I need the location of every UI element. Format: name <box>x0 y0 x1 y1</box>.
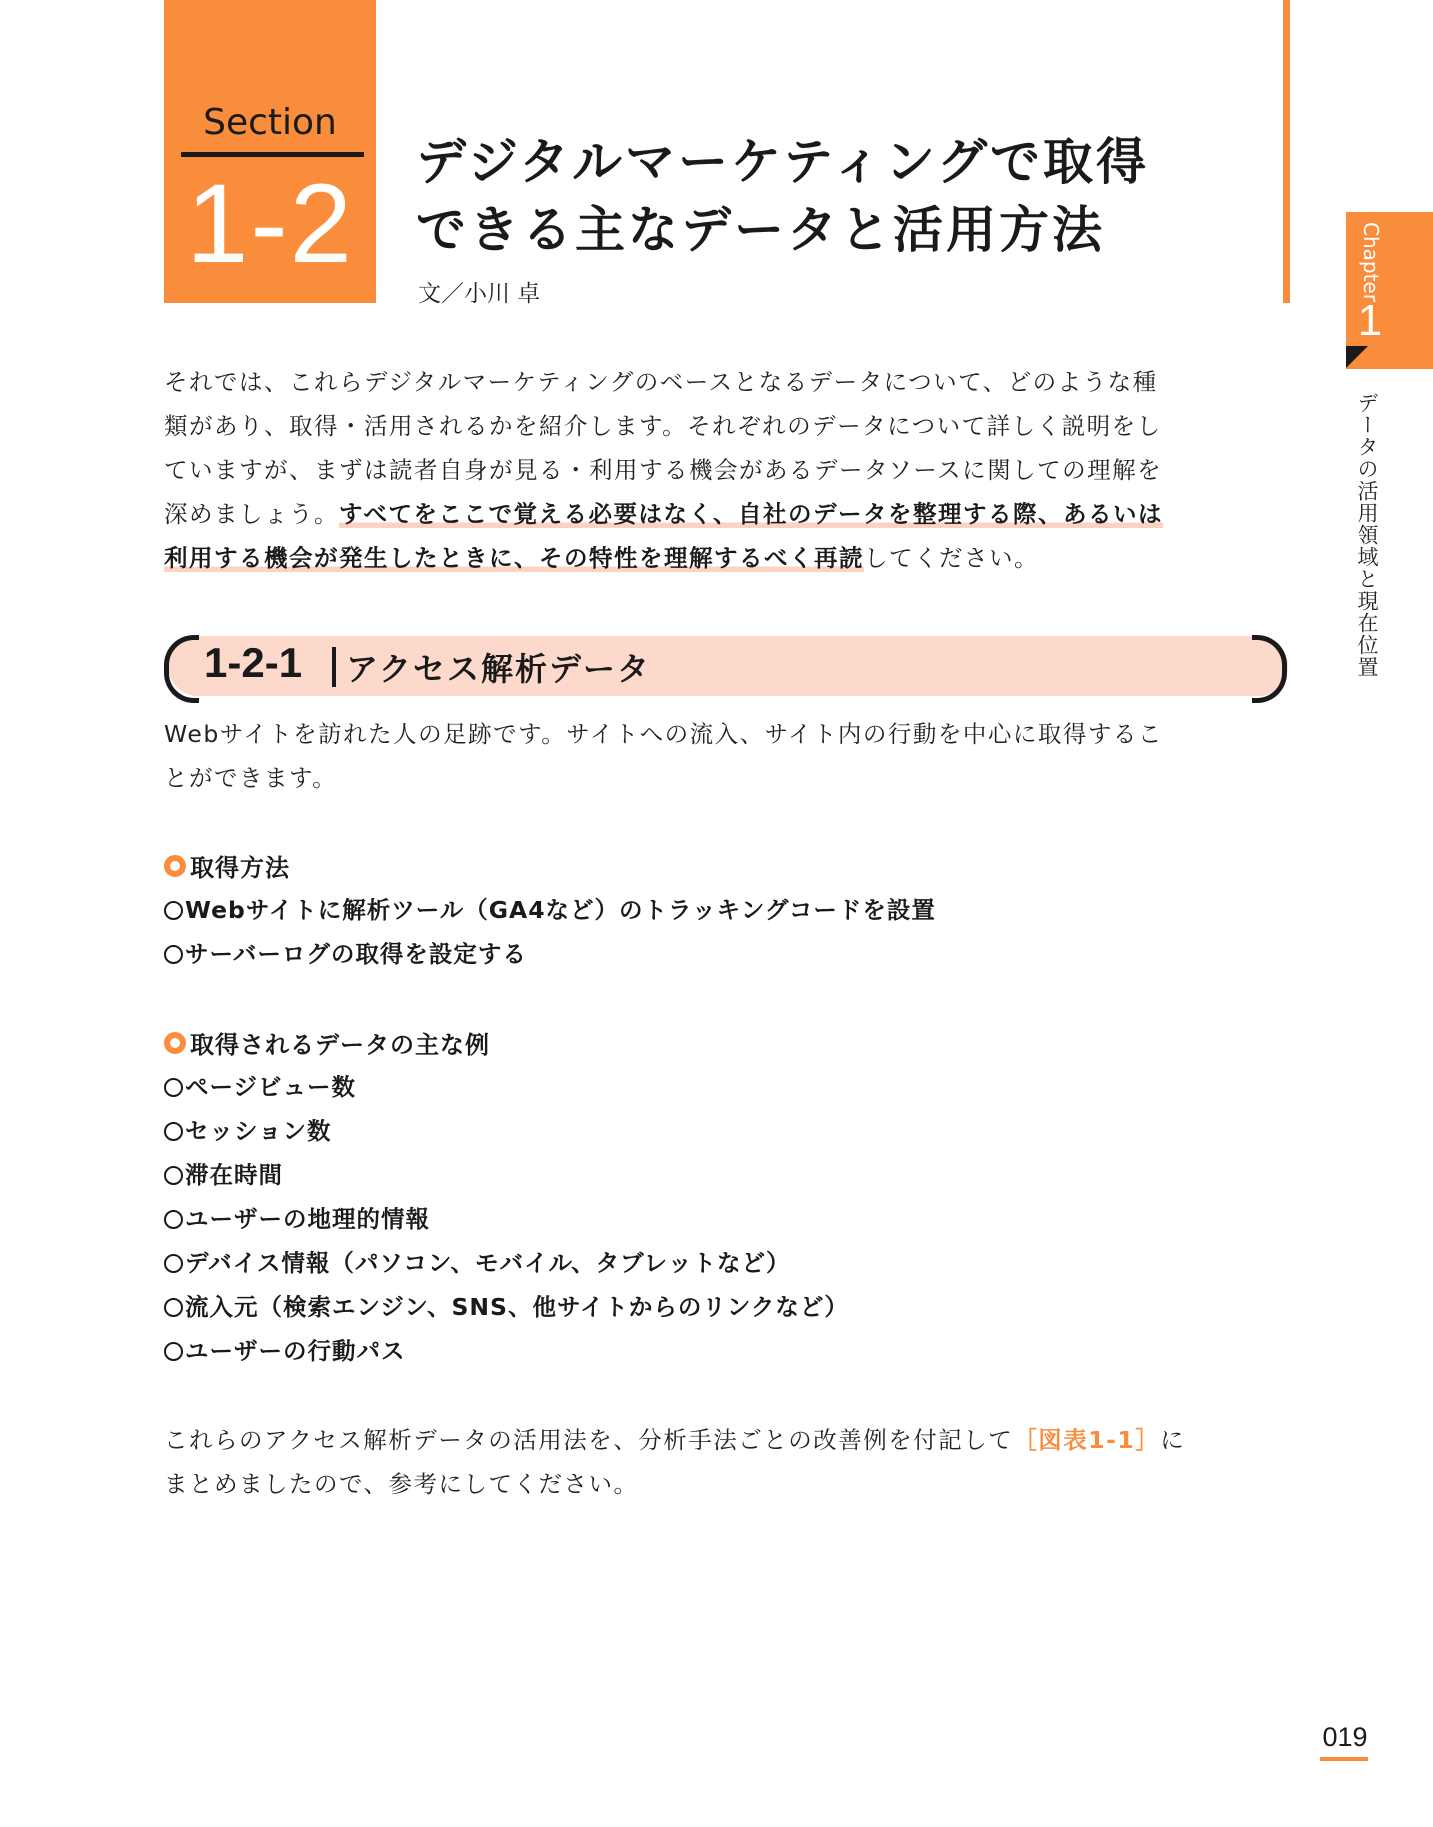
intro-line-5-plain: してください。 <box>864 544 1039 572</box>
intro-line-5 <box>164 536 1204 580</box>
section-label: Section <box>203 102 337 143</box>
circle-bullet-icon <box>164 1298 183 1317</box>
subsection-divider <box>332 647 336 687</box>
subsection-right-bracket <box>1252 635 1287 703</box>
list-item <box>164 1109 849 1153</box>
circle-bullet-icon <box>164 1166 183 1185</box>
chapter-tab-number: 1 <box>1357 296 1383 345</box>
page-title-line-1: デジタルマーケティングで取得 <box>416 133 1149 191</box>
intro-line-2: 類があり、取得・活用されるかを紹介します。それぞれのデータについて詳しく説明をし <box>164 412 1162 440</box>
method-heading-label: 取得方法 <box>190 854 290 882</box>
header-side-rule <box>1283 0 1290 303</box>
list-item-text: ユーザーの行動パス <box>185 1337 406 1365</box>
circle-bullet-icon <box>164 1078 183 1097</box>
closing-line-1-end: に <box>1160 1426 1186 1454</box>
intro-line-4 <box>164 492 1204 536</box>
subsection-intro-line-1: Webサイトを訪れた人の足跡です。サイトへの流入、サイト内の行動を中心に取得するこ <box>164 720 1163 748</box>
intro-line-4-plain: 深めましょう。 <box>164 500 339 528</box>
examples-list <box>164 1065 849 1373</box>
chapter-vertical-title: データの活用領域と現在位置 <box>1355 392 1379 678</box>
circle-bullet-icon <box>164 901 183 920</box>
list-item <box>164 888 936 932</box>
intro-paragraph <box>164 360 1204 580</box>
subsection-intro-line-2: とができます。 <box>164 764 338 792</box>
chapter-tab-label: Chapter <box>1359 222 1383 302</box>
section-number: 1-2 <box>186 161 354 286</box>
page-title-line-2: できる主なデータと活用方法 <box>416 201 1105 259</box>
list-item-text: サーバーログの取得を設定する <box>185 940 527 968</box>
list-item <box>164 1241 849 1285</box>
page-number-rule <box>1320 1757 1368 1761</box>
intro-line-4-highlight: すべてをここで覚える必要はなく、自社のデータを整理する際、あるいは <box>339 500 1164 528</box>
subsection-header-bar <box>168 636 1288 696</box>
list-item-text: 流入元（検索エンジン、SNS、他サイトからのリンクなど） <box>185 1293 849 1321</box>
examples-heading <box>164 1025 490 1060</box>
circle-bullet-icon <box>164 1342 183 1361</box>
author-credit: 文／小川 卓 <box>418 281 541 307</box>
list-item <box>164 932 936 976</box>
subsection-left-bracket <box>164 635 199 703</box>
circle-bullet-icon <box>164 1122 183 1141</box>
list-item-text: デバイス情報（パソコン、モバイル、タブレットなど） <box>185 1249 791 1277</box>
list-item-text: 滞在時間 <box>185 1161 283 1189</box>
closing-line-1 <box>164 1418 1204 1462</box>
subsection-number: 1-2-1 <box>204 639 303 686</box>
subsection-title: アクセス解析データ <box>346 650 652 688</box>
list-item-text: Webサイトに解析ツール（GA4など）のトラッキングコードを設置 <box>185 896 936 924</box>
closing-line-2: まとめましたので、参考にしてください。 <box>164 1470 639 1498</box>
intro-line-1: それでは、これらデジタルマーケティングのベースとなるデータについて、どのような種 <box>164 368 1158 396</box>
intro-line-3: ていますが、まずは読者自身が見る・利用する機会があるデータソースに関しての理解を <box>164 456 1163 484</box>
list-item <box>164 1285 849 1329</box>
orange-ring-bullet-icon <box>164 855 186 877</box>
list-item <box>164 1329 849 1373</box>
section-block <box>164 0 376 303</box>
examples-heading-label: 取得されるデータの主な例 <box>190 1031 490 1059</box>
list-item <box>164 1065 849 1109</box>
circle-bullet-icon <box>164 1210 183 1229</box>
orange-ring-bullet-icon <box>164 1032 186 1054</box>
method-heading <box>164 848 290 883</box>
list-item <box>164 1153 849 1197</box>
section-rule <box>181 152 364 157</box>
closing-paragraph <box>164 1418 1204 1506</box>
closing-line-1-text: これらのアクセス解析データの活用法を、分析手法ごとの改善例を付記して <box>164 1426 1014 1454</box>
list-item-text: ページビュー数 <box>185 1073 357 1101</box>
circle-bullet-icon <box>164 945 183 964</box>
list-item <box>164 1197 849 1241</box>
chapter-tab-corner <box>1346 346 1368 368</box>
list-item-text: セッション数 <box>185 1117 332 1145</box>
page-number: 019 <box>1322 1722 1368 1752</box>
list-item-text: ユーザーの地理的情報 <box>185 1205 430 1233</box>
subsection-intro <box>164 712 1204 800</box>
figure-reference-link[interactable]: ［図表1-1］ <box>1013 1426 1161 1454</box>
method-list <box>164 888 936 976</box>
circle-bullet-icon <box>164 1254 183 1273</box>
page-title <box>416 128 1206 264</box>
intro-line-5-highlight: 利用する機会が発生したときに、その特性を理解するべく再読 <box>164 544 864 572</box>
